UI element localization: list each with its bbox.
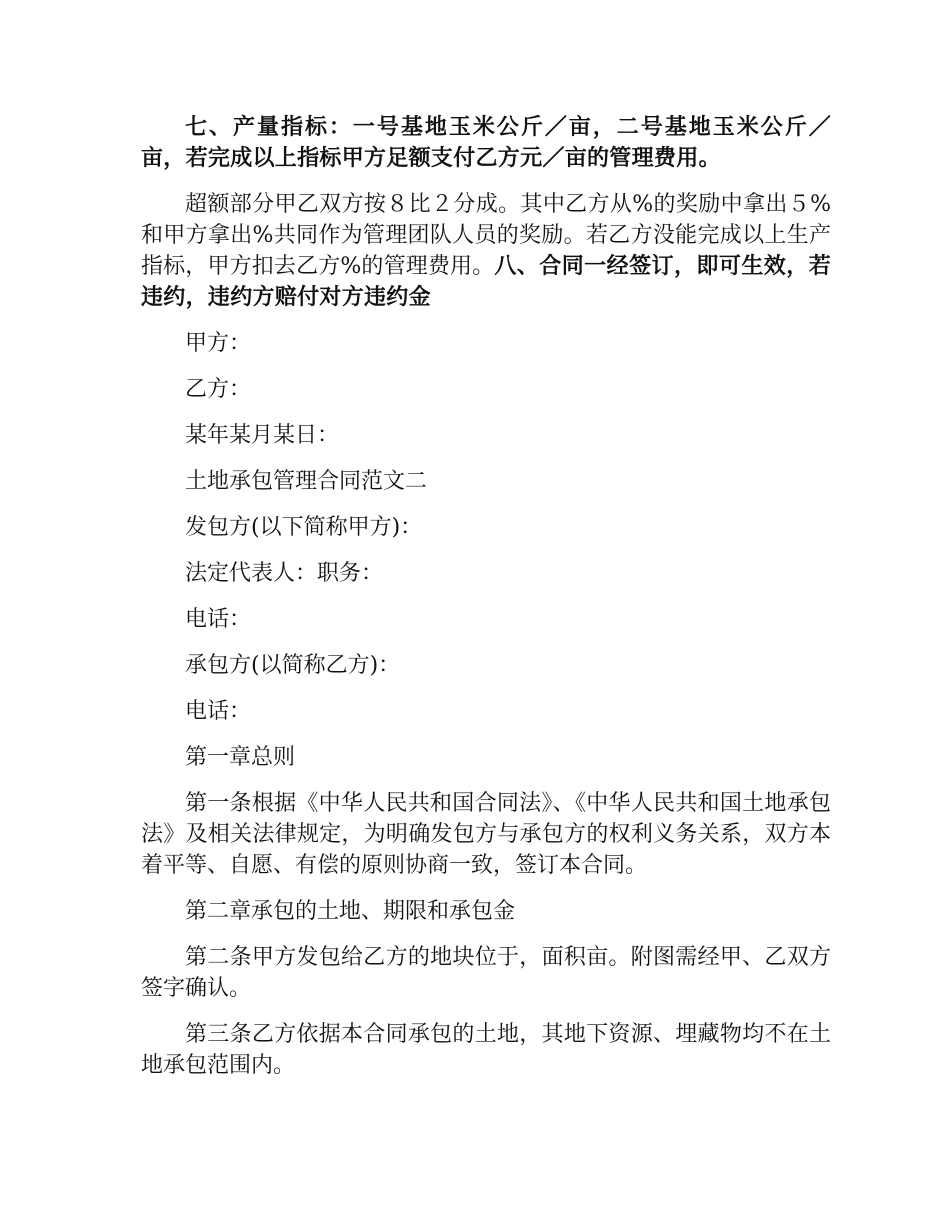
reward-paragraph bbox=[141, 189, 831, 313]
chapter-1-heading: 第一章总则 bbox=[185, 745, 296, 770]
chapter-2-heading: 第二章承包的土地、期限和承包金 bbox=[185, 899, 516, 924]
contractor-line: 承包方(以简称乙方)： bbox=[185, 653, 401, 678]
article-1: 第一条根据《中华人民共和国合同法》、《中华人民共和国土地承包法》及相关法律规定，为明确发包方与承包方的权利义务关系，双方本着平等、自愿、有偿的原则协商一致，签订本合同。 bbox=[141, 791, 831, 878]
issuer-line: 发包方(以下简称甲方)： bbox=[185, 515, 423, 540]
article-2: 第二条甲方发包给乙方的地块位于，面积亩。附图需经甲、乙双方签字确认。 bbox=[141, 945, 831, 1001]
contract-title: 土地承包管理合同范文二 bbox=[185, 469, 428, 494]
section-8-heading: 八、合同一经签订，即可生效，若违约，违约方赔付对方违约金 bbox=[141, 254, 831, 310]
phone-line-2: 电话： bbox=[185, 699, 252, 724]
phone-line-1: 电话： bbox=[185, 607, 252, 632]
section-7-heading: 七、产量指标：一号基地玉米公斤／亩，二号基地玉米公斤／亩，若完成以上指标甲方足额支付乙方元／亩的管理费用。 bbox=[141, 115, 831, 171]
reward-text: 超额部分甲乙双方按８比２分成。其中乙方从%的奖励中拿出５%和甲方拿出%共同作为管理团队人员的奖励。若乙方没能完成以上生产指标，甲方扣去乙方%的管理费用。 bbox=[141, 192, 831, 279]
party-a-line: 甲方： bbox=[185, 331, 252, 356]
party-b-line: 乙方： bbox=[185, 377, 252, 402]
date-line: 某年某月某日： bbox=[185, 423, 340, 448]
legal-representative-line: 法定代表人：职务： bbox=[185, 561, 384, 586]
document-body bbox=[141, 112, 831, 1096]
article-3: 第三条乙方依据本合同承包的土地，其地下资源、埋藏物均不在土地承包范围内。 bbox=[141, 1022, 831, 1078]
